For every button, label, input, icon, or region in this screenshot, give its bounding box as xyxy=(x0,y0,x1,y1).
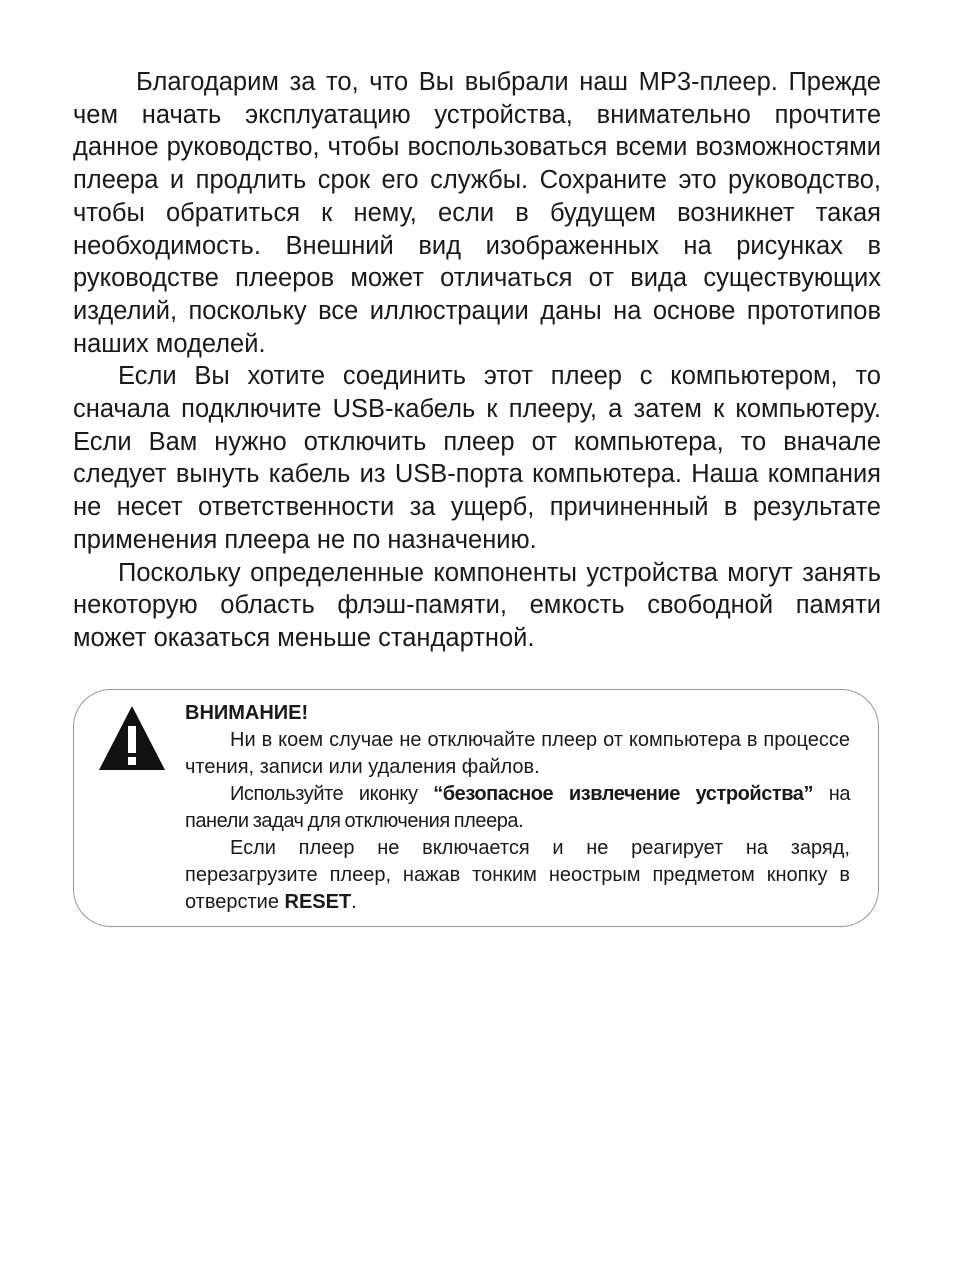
warning-triangle-icon xyxy=(98,704,166,772)
manual-intro-text xyxy=(73,66,881,655)
warning-paragraph-disconnect: Ни в коем случае не отключайте плеер от компьютера в процессе чтения, записи или удаления файлов. xyxy=(185,729,850,778)
warning-paragraph-reset xyxy=(185,835,850,916)
warning-paragraph-safe-removal xyxy=(185,781,850,835)
safe-removal-text-prefix: Используйте иконку xyxy=(230,783,434,805)
reset-button-name: RESET xyxy=(284,891,352,913)
intro-paragraph-thanks: Благодарим за то, что Вы выбрали наш МР3-плеер. Прежде чем начать эксплуатацию устройства, внимательно прочтите данное руководство, чтобы воспользоваться всеми возможностями плеера и продлить срок его службы. Сохраните это руководство, чтобы обратиться к нему, если в будущем возникнет такая необходимость. Внешний вид изображенных на рисунках в руководстве плееров может отличаться от вида существующих изделий, поскольку все иллюстрации даны на основе прототипов наших моделей. xyxy=(73,68,881,358)
warning-notice-content xyxy=(185,700,850,916)
intro-paragraph-usb-connection: Если Вы хотите соединить этот плеер с компьютером, то сначала подключите USB-кабель к плееру, а затем к компьютеру. Если Вам нужно отключить плеер от компьютера, то вначале следует вынуть кабель из USB-порта компьютера. Наша компания не несет ответственности за ущерб, причиненный в результате применения плеера не по назначению. xyxy=(73,362,881,554)
reset-text-prefix: Если плеер не включается и не реагирует на заряд, перезагрузите плеер, нажав тонким неострым предметом кнопку в отверстие xyxy=(185,837,850,913)
warning-title: ВНИМАНИЕ! xyxy=(185,702,309,724)
intro-paragraph-memory: Поскольку определенные компоненты устройства могут занять некоторую область флэш-памяти, емкость свободной памяти может оказаться меньше стандартной. xyxy=(73,558,881,652)
warning-notice-box xyxy=(73,689,879,927)
safe-removal-icon-name: “безопасное извлечение устройства” xyxy=(433,783,814,805)
safe-removal-text-suffix: на панели задач для отключения плеера. xyxy=(185,783,851,832)
reset-text-suffix: . xyxy=(351,891,357,913)
